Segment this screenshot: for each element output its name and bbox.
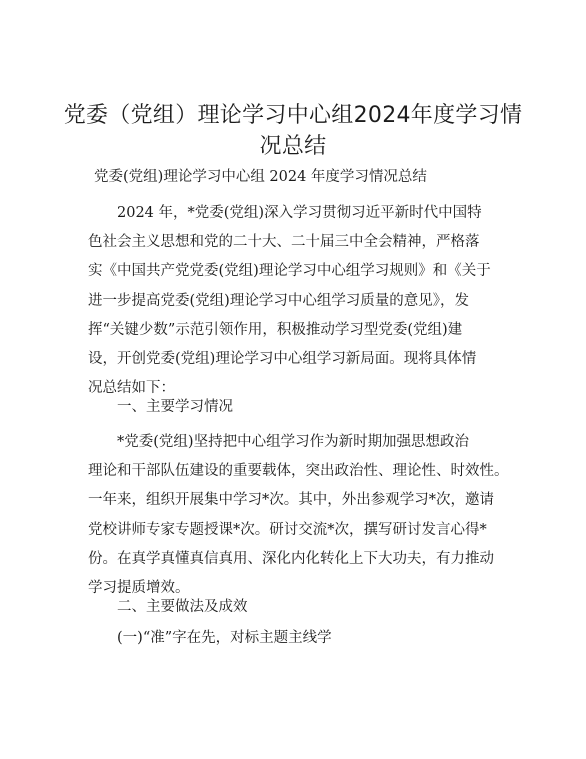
paragraph-line: 进一步提高党委(党组)理论学习中心组学习质量的意见》，发 [88, 292, 470, 309]
paragraph-line: 份。在真学真懂真信真用、深化内化转化上下大功夫，有力推动 [88, 550, 494, 567]
paragraph-line: 2024 年，*党委(党组)深入学习贯彻习近平新时代中国特 [117, 205, 482, 221]
document-subtitle: 党委(党组)理论学习中心组 2024 年度学习情况总结 [94, 169, 427, 185]
paragraph-line: 理论和干部队伍建设的重要载体，突出政治性、理论性、时效性。 [88, 463, 509, 480]
section-heading-main-study: 一、主要学习情况 [117, 399, 233, 415]
paragraph-line: 设，开创党委(党组)理论学习中心组学习新局面。现将具体情 [88, 351, 477, 368]
paragraph-line: 一年来，组织开展集中学习*次。其中，外出参观学习*次，邀请 [88, 492, 494, 509]
document-title: 党委（党组）理论学习中心组2024年度学习情况总结 [63, 103, 523, 159]
paragraph-line: *党委(党组)坚持把中心组学习作为新时期加强思想政治 [117, 434, 470, 450]
paragraph-line: 党校讲师专家专题授课*次。研讨交流*次，撰写研讨发言心得* [88, 521, 487, 538]
section-heading-methods: 二、主要做法及成效 [117, 599, 248, 615]
study-paragraph [88, 428, 512, 603]
paragraph-line: 实《中国共产党党委(党组)理论学习中心组学习规则》和《关于 [88, 263, 491, 280]
paragraph-line: 挥“关键少数”示范引领作用，积极推动学习型党委(党组)建 [88, 321, 463, 338]
paragraph-line: 学习提质增效。 [88, 580, 190, 597]
paragraph-line: 况总结如下： [88, 380, 175, 397]
intro-paragraph [88, 199, 512, 403]
subsection-heading-accuracy: (一)“准”字在先，对标主题主线学 [117, 630, 332, 646]
paragraph-line: 色社会主义思想和党的二十大、二十届三中全会精神，严格落 [88, 234, 480, 251]
